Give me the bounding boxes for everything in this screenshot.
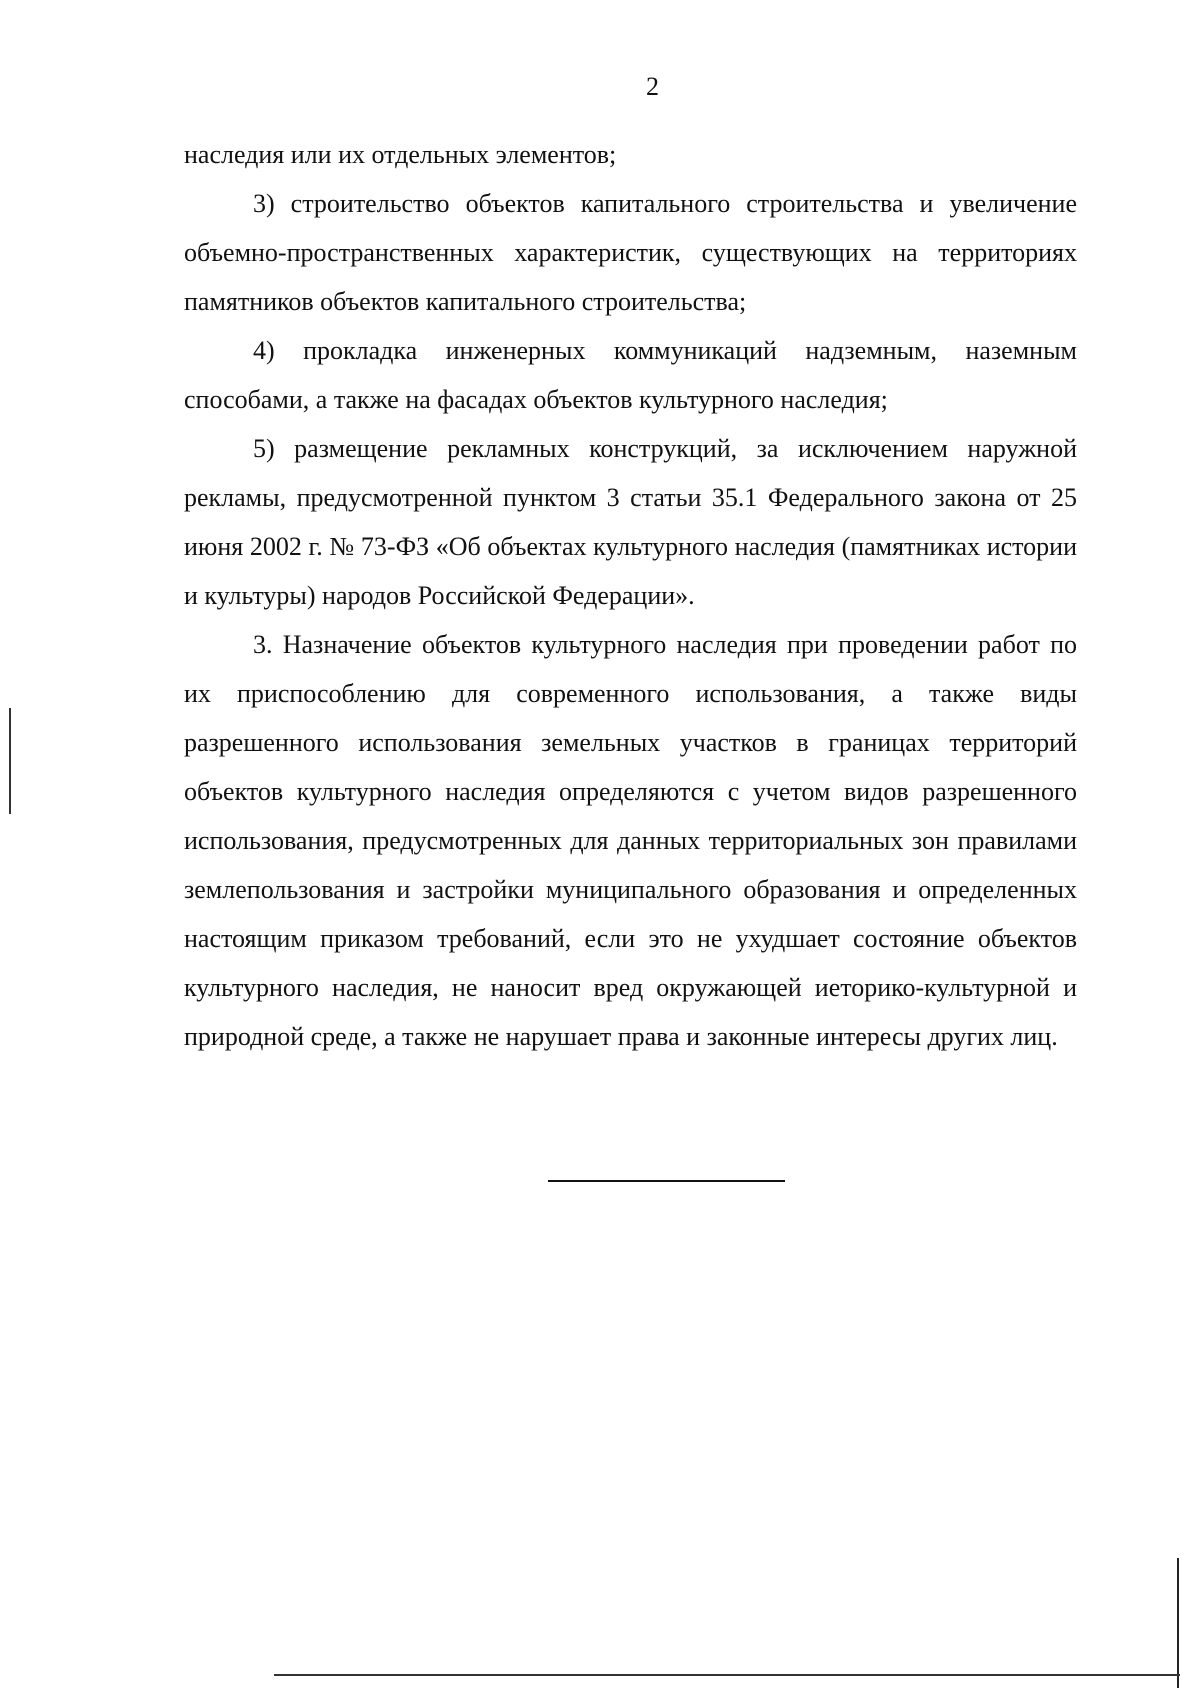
page-number: 2 — [646, 72, 659, 101]
paragraph-item-5: 5) размещение рекламных конструкций, за исключением наружной рекламы, предусмотренной пунктом 3 статьи 35.1 Федерального закона от 25 июня 2002 г. № 73-ФЗ «Об объектах культурного наследия (памятниках истории и культуры) народов Российской Федерации». — [184, 434, 1077, 610]
paragraph-item-4: 4) прокладка инженерных коммуникаций надземным, наземным способами, а также на фасадах объектов культурного наследия; — [184, 336, 1077, 414]
paragraph-item-3: 3) строительство объектов капитального строительства и увеличение объемно-пространственных характеристик, существующих на территориях памятников объектов капитального строительства; — [184, 189, 1077, 316]
paragraph-section-3: 3. Назначение объектов культурного наследия при проведении работ по их приспособлению для современного использования, а также виды разрешенного использования земельных участков в границах территорий объектов культурного наследия определяются с учетом видов разрешенного использования, предусмотренных для данных территориальных зон правилами землепользования и застройки муниципального образования и определенных настоящим приказом требований, если это не ухудшает состояние объектов культурного наследия, не наносит вред окружающей иеторико-культурной и природной среде, а также не нарушает права и законные интересы других лиц. — [184, 630, 1077, 1051]
scan-edge-bottom — [274, 1674, 1180, 1676]
scan-edge-right — [1177, 1558, 1179, 1688]
document-body — [184, 130, 1077, 1061]
end-of-text-rule — [548, 1180, 785, 1182]
paragraph-continuation: наследия или их отдельных элементов; — [184, 140, 617, 169]
scan-margin-mark — [9, 708, 11, 814]
